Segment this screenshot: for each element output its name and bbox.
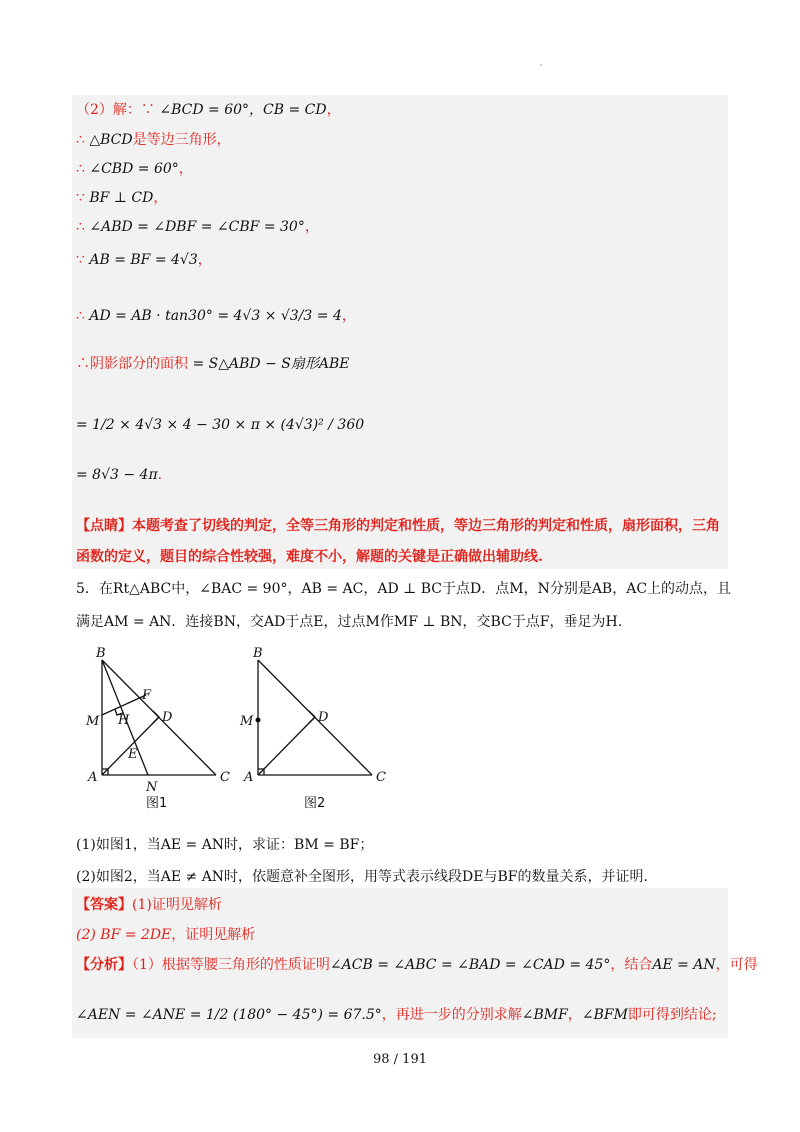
answer-line-2: (2) BF = 2DE，证明见解析 xyxy=(76,927,256,943)
solution-line-7: ∴ AD = AB · tan30° = 4√3 × √3/3 = 4， xyxy=(76,308,356,324)
right-angle-d-2 xyxy=(309,711,315,723)
solution-line-8: ∴阴影部分的面积 = S△ABD − S扇形ABE xyxy=(76,356,350,372)
right-angle-d xyxy=(153,711,159,723)
point-m-2 xyxy=(256,718,261,723)
label-b: B xyxy=(96,646,106,661)
solution-line-1: （2）解：∵ ∠BCD = 60°，CB = CD， xyxy=(76,102,341,118)
problem-line-2: 满足AM = AN．连接BN，交AD于点E，过点M作MF ⊥ BN，交BC于点F，垂足为H. xyxy=(76,614,623,630)
page-dot xyxy=(540,64,542,66)
segment-ad-2 xyxy=(258,717,315,775)
answer-line-1: 【答案】(1)证明见解析 xyxy=(76,897,222,913)
label-d-2: D xyxy=(318,710,329,725)
label-a: A xyxy=(88,770,98,785)
label-a-2: A xyxy=(244,770,254,785)
label-e: E xyxy=(128,747,138,762)
problem-line-1: 5．在Rt△ABC中，∠BAC = 90°，AB = AC，AD ⊥ BC于点D．点M，N分别是AB，AC上的动点，且 xyxy=(76,581,732,597)
label-n: N xyxy=(146,780,158,795)
segment-mf xyxy=(102,695,146,715)
label-f: F xyxy=(142,688,152,703)
question-1: (1)如图1，当AE = AN时，求证：BM = BF； xyxy=(76,837,374,853)
segment-ad xyxy=(102,717,159,775)
label-h: H xyxy=(118,713,130,728)
comment-block xyxy=(72,509,728,569)
solution-line-5: ∴ ∠ABD = ∠DBF = ∠CBF = 30°， xyxy=(76,219,319,235)
solution-line-3: ∴ ∠CBD = 60°， xyxy=(76,161,193,177)
label-d: D xyxy=(162,710,173,725)
label-c-2: C xyxy=(376,770,386,785)
label-m-2: M xyxy=(240,714,254,729)
label-m: M xyxy=(86,714,100,729)
solution-block xyxy=(72,95,728,509)
comment-line-1: 【点睛】本题考查了切线的判定，全等三角形的判定和性质，等边三角形的判定和性质，扇形面积，三角 xyxy=(76,518,720,534)
solution-line-10: = 8√3 − 4π. xyxy=(76,467,163,483)
comment-line-2: 函数的定义，题目的综合性较强，难度不小，解题的关键是正确做出辅助线. xyxy=(76,549,543,565)
solution-line-6: ∵ AB = BF = 4√3， xyxy=(76,252,212,268)
analysis-line-2: ∠AEN = ∠ANE = 1/2 (180° − 45°) = 67.5°，再进一步的分别求解∠BMF，∠BFM即可得到结论; xyxy=(76,1007,717,1023)
solution-line-4: ∵ BF ⊥ CD， xyxy=(76,190,168,206)
analysis-line-1: 【分析】（1）根据等腰三角形的性质证明∠ACB = ∠ABC = ∠BAD = ∠CAD = 45°，结合AE = AN，可得 xyxy=(76,957,758,973)
solution-line-2: ∴ △BCD是等边三角形， xyxy=(76,132,231,148)
label-c: C xyxy=(220,770,230,785)
label-b-2: B xyxy=(253,646,263,661)
geometry-figures xyxy=(80,645,410,815)
caption-fig1: 图1 xyxy=(146,796,168,811)
page-number: 98 / 191 xyxy=(373,1052,427,1067)
solution-line-9: = 1/2 × 4√3 × 4 − 30 × π × (4√3)² / 360 xyxy=(76,417,365,433)
question-2: (2)如图2，当AE ≠ AN时，依题意补全图形，用等式表示线段DE与BF的数量关系，并证明. xyxy=(76,869,648,885)
caption-fig2: 图2 xyxy=(304,796,326,811)
figure-2 xyxy=(258,660,372,775)
answer-block xyxy=(72,888,758,1038)
